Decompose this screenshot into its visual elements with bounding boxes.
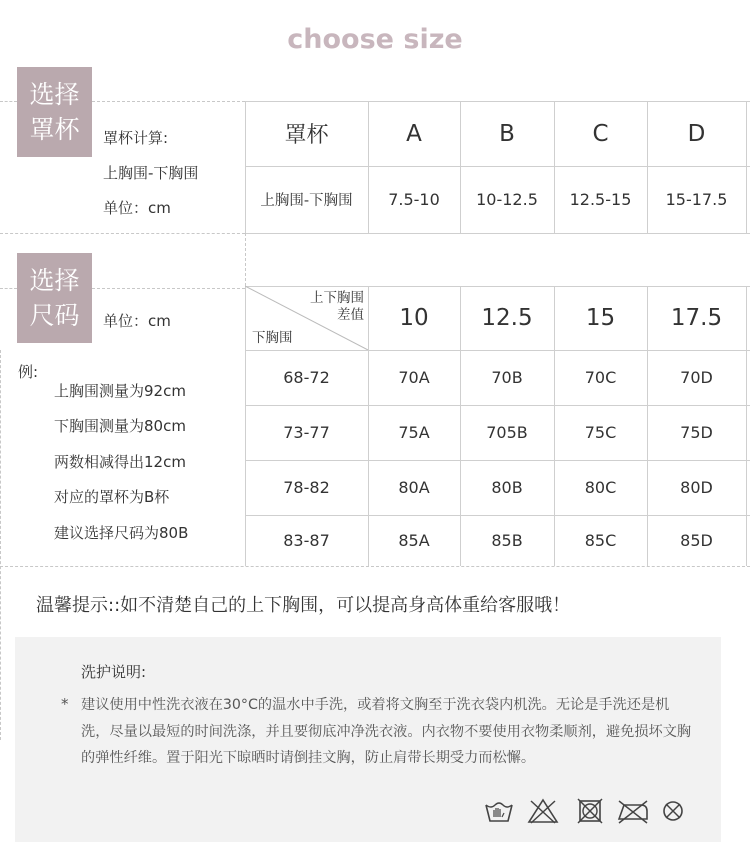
hand-wash-30-icon	[483, 797, 515, 825]
care-icons	[483, 797, 683, 827]
range-d: 15-17.5	[665, 190, 728, 209]
size-cell: 80A	[398, 478, 430, 497]
size-cell: 70B	[491, 368, 523, 387]
range-b: 10-12.5	[476, 190, 538, 209]
cup-a: A	[406, 120, 422, 147]
size-cell: 75D	[680, 423, 713, 442]
select-cup-badge	[17, 67, 92, 157]
under-bust-value: 78-82	[283, 478, 330, 497]
cup-header: 罩杯	[284, 123, 329, 148]
diff-value: 15	[585, 305, 616, 331]
size-cell: 70D	[680, 368, 713, 387]
range-c: 12.5-15	[569, 190, 632, 209]
under-bust-value: 68-72	[283, 368, 330, 387]
size-cell: 705B	[486, 423, 528, 442]
table-line	[746, 286, 747, 566]
size-cell: 85A	[398, 531, 430, 550]
care-title: 洗护说明:	[81, 663, 147, 681]
badge-line: 罩杯	[29, 115, 80, 144]
diff-value: 12.5	[481, 305, 533, 331]
corner-text: 差值	[337, 307, 364, 323]
divider	[0, 233, 245, 234]
example-line: 对应的罩杯为B杯	[54, 488, 170, 506]
example-line: 两数相减得出12cm	[54, 453, 186, 471]
range-a: 7.5-10	[388, 190, 440, 209]
cup-b: B	[499, 120, 515, 147]
care-text: 建议使用中性洗衣液在30°C的温水中手洗，或着将文胸至于洗衣袋内机洗。无论是手洗还是机洗，尽量以最短的时间洗涤，并且要彻底冲净洗衣液。内衣物不要使用衣物柔顺剂，避免损坏文胸的弹性纤维。置于阳光下晾晒时请倒挂文胸，防止肩带长期受力而松懈。	[81, 697, 692, 766]
size-cell: 75C	[584, 423, 617, 442]
size-cell: 85D	[680, 531, 713, 550]
under-bust-value: 83-87	[283, 531, 330, 550]
diff-label: 上胸围-下胸围	[260, 193, 353, 209]
cup-c: C	[592, 120, 609, 147]
under-bust-value: 73-77	[283, 423, 330, 442]
warm-tip: 温馨提示::如不清楚自己的上下胸围，可以提高身高体重给客服哦！	[36, 595, 571, 616]
size-cell: 85C	[584, 531, 617, 550]
badge-line: 尺码	[29, 301, 80, 330]
divider	[92, 101, 245, 102]
size-cell: 80C	[584, 478, 617, 497]
example-line: 建议选择尺码为80B	[54, 524, 189, 542]
size-cell: 80B	[491, 478, 523, 497]
badge-line: 选择	[29, 80, 80, 109]
cup-d: D	[687, 120, 706, 147]
diff-value: 10	[399, 305, 429, 331]
table-line	[746, 101, 747, 233]
size-cell: 70C	[584, 368, 617, 387]
corner-header-diff	[300, 290, 364, 324]
divider	[0, 350, 1, 740]
divider	[0, 288, 17, 289]
divider	[92, 288, 245, 289]
corner-header-under: 下胸围	[252, 330, 293, 346]
select-size-badge	[17, 253, 92, 343]
divider	[0, 101, 17, 102]
diff-value: 17.5	[670, 305, 723, 331]
bullet-star: *	[61, 695, 69, 713]
unit-label: 单位：cm	[103, 312, 171, 330]
corner-text: 上下胸围	[310, 290, 364, 306]
no-dry-clean-icon	[661, 799, 685, 823]
size-cell: 75A	[398, 423, 430, 442]
example-line: 上胸围测量为92cm	[54, 382, 186, 400]
table-line	[245, 233, 750, 234]
size-cell: 70A	[398, 368, 430, 387]
page-title: choose size	[287, 24, 463, 55]
no-iron-icon	[616, 797, 650, 825]
badge-line: 选择	[29, 266, 80, 295]
cup-calc-formula: 上胸围-下胸围	[103, 164, 199, 182]
divider	[245, 233, 246, 286]
unit-label: 单位：cm	[103, 199, 171, 217]
cup-calc-label: 罩杯计算:	[103, 129, 169, 147]
no-bleach-icon	[527, 797, 559, 825]
size-cell: 85B	[491, 531, 523, 550]
example-label: 例:	[18, 363, 39, 381]
no-tumble-dry-icon	[576, 797, 604, 825]
divider	[0, 566, 750, 567]
example-line: 下胸围测量为80cm	[54, 417, 186, 435]
care-instructions-panel	[15, 637, 721, 842]
size-cell: 80D	[680, 478, 713, 497]
